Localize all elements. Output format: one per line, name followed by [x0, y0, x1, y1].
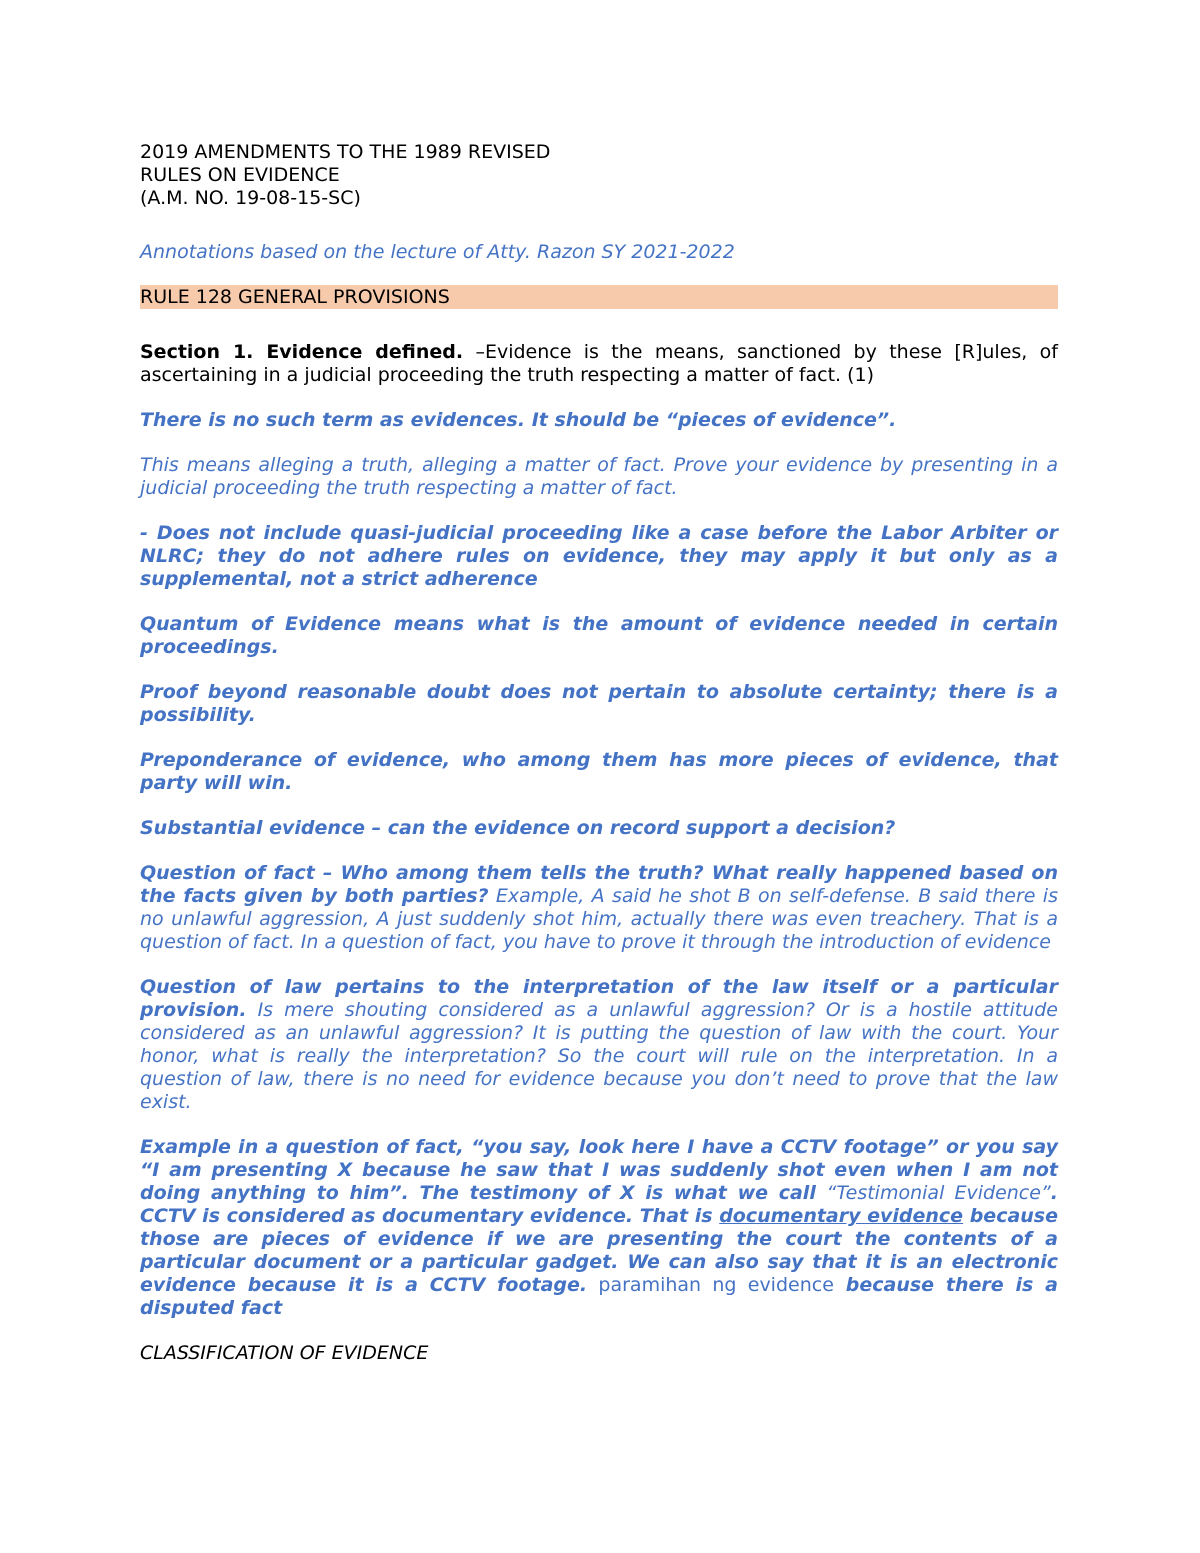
section-1-text: –Evidence is the means, sanctioned by these [R]ules, of ascertaining in a judicial proceeding the truth respecting a matter of fact. (1) [140, 341, 1058, 386]
title-line-1: 2019 AMENDMENTS TO THE 1989 REVISED [140, 141, 551, 163]
question-fact-rest: Example, A said he shot B on self-defense. B said there is no unlawful aggression, A just suddenly shot him, actually there was even treachery. That is a question of fact. In a question of fact, you have to prove it through the introduction of evidence [140, 885, 1058, 953]
note-quantum: Quantum of Evidence means what is the amount of evidence needed in certain proceedings. [140, 613, 1058, 658]
note-this-means: This means alleging a truth, alleging a matter of fact. Prove your evidence by presenting in a judicial proceeding the truth respecting a matter of fact. [140, 454, 1058, 499]
example-testimonial: “Testimonial Evidence” [826, 1182, 1051, 1204]
example-part-1: Example in a question of fact, “you say, look here I have a CCTV footage” or you say “I am presenting X because he saw that I was suddenly shot even when I am not doing anything to him”. The testimony of X is what we call [140, 1136, 1058, 1204]
section-1 [140, 341, 1058, 387]
note-preponderance: Preponderance of evidence, who among them has more pieces of evidence, that party will win. [140, 749, 1058, 794]
note-proof-beyond: Proof beyond reasonable doubt does not pertain to absolute certainty; there is a possibility. [140, 681, 1058, 726]
section-1-label: Section 1. Evidence defined. [140, 341, 464, 363]
note-example [140, 1136, 1058, 1320]
note-substantial: Substantial evidence – can the evidence on record support a decision? [140, 817, 896, 839]
example-paramihan: paramihan ng evidence [587, 1274, 834, 1296]
question-fact-bold: Question of fact – Who among them tells the truth? What really happened based on the facts given by both parties? [140, 862, 1058, 907]
document-body [140, 141, 1058, 1365]
annotation-note: Annotations based on the lecture of Atty. Razon SY 2021-2022 [140, 241, 735, 263]
title-line-2: RULES ON EVIDENCE [140, 164, 340, 186]
classification-heading: CLASSIFICATION OF EVIDENCE [140, 1342, 429, 1364]
example-documentary: documentary evidence [719, 1205, 964, 1227]
question-law-bold: Question of law pertains to the interpretation of the law itself or a particular provision. [140, 976, 1058, 1021]
note-question-law [140, 976, 1058, 1114]
title-line-3: (A.M. NO. 19-08-15-SC) [140, 187, 361, 209]
example-part-4: because there is a disputed fact [140, 1274, 1058, 1319]
rule-heading [140, 285, 1058, 309]
example-part-3: because those are pieces of evidence if we are presenting the court the contents of a particular document or a particular gadget. We can also say that it is an electronic evidence because it is a CCTV footage. [140, 1205, 1058, 1296]
note-quasi-judicial: - Does not include quasi-judicial proceeding like a case before the Labor Arbiter or NLRC; they do not adhere rules on evidence, they may apply it but only as a supplemental, not a strict adherence [140, 522, 1058, 590]
example-part-2: . CCTV is considered as documentary evidence. That is [140, 1182, 1058, 1227]
note-question-fact [140, 862, 1058, 954]
rule-heading-text: RULE 128 GENERAL PROVISIONS [140, 286, 450, 308]
question-law-rest: Is mere shouting considered as a unlawful aggression? Or is a hostile attitude considered as an unlawful aggression? It is putting the question of law with the court. Your honor, what is really the interpretation? So the court will rule on the interpretation. In a question of law, there is no need for evidence because you don’t need to prove that the law exist. [140, 999, 1058, 1113]
note-no-such-term: There is no such term as evidences. It should be “pieces of evidence”. [140, 409, 897, 431]
